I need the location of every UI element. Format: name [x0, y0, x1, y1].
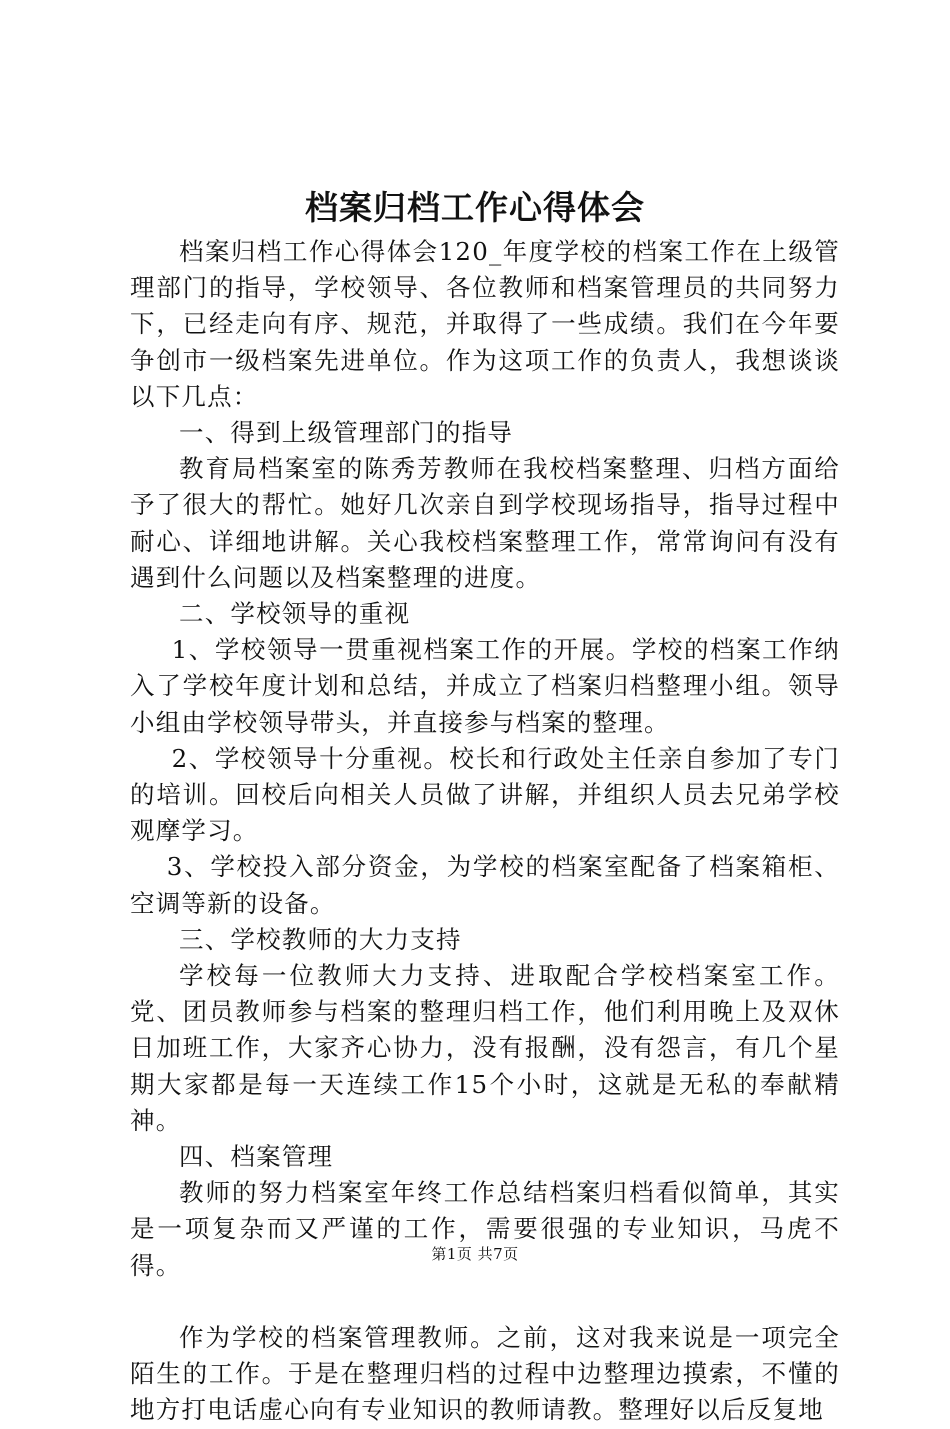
paragraph-intro: 档案归档工作心得体会120_年度学校的档案工作在上级管理部门的指导，学校领导、各位教师和档案管理员的共同努力下，已经走向有序、规范，并取得了一些成绩。我们在今年要争创市一级档案先进单位。作为这项工作的负责人，我想谈谈以下几点：	[130, 237, 840, 411]
paragraph: 作为学校的档案管理教师。之前，这对我来说是一项完全陌生的工作。于是在整理归档的过程中边整理边摸索，不懂的地方打电话虚心向有专业知识的教师请教。整理好以后反复地	[130, 1322, 840, 1425]
paragraph-spacer	[130, 1284, 840, 1320]
paragraph: 学校每一位教师大力支持、进取配合学校档案室工作。党、团员教师参与档案的整理归档工作，他们利用晚上及双休日加班工作，大家齐心协力，没有报酬，没有怨言，有几个星期大家都是每一天连续工作15个小时，这就是无私的奉献精神。	[130, 961, 840, 1135]
page-footer: 第1页 共7页	[431, 1245, 519, 1263]
section-heading-3: 三、学校教师的大力支持	[179, 924, 462, 954]
section-heading-2: 二、学校领导的重视	[179, 599, 411, 629]
section-heading-4: 四、档案管理	[179, 1142, 334, 1172]
document-title: 档案归档工作心得体会	[305, 188, 645, 227]
list-item: 3、学校投入部分资金，为学校的档案室配备了档案箱柜、空调等新的设备。	[130, 852, 840, 918]
paragraph: 教师的努力档案室年终工作总结档案归档看似简单，其实是一项复杂而又严谨的工作，需要很强的专业知识，马虎不得。	[130, 1178, 840, 1280]
paragraph: 教育局档案室的陈秀芳教师在我校档案整理、归档方面给予了很大的帮忙。她好几次亲自到学校现场指导，指导过程中耐心、详细地讲解。关心我校档案整理工作，常常询问有没有遇到什么问题以及档案整理的进度。	[130, 454, 840, 592]
list-item: 2、学校领导十分重视。校长和行政处主任亲自参加了专门的培训。回校后向相关人员做了讲解，并组织人员去兄弟学校观摩学习。	[130, 743, 840, 846]
section-heading-1: 一、得到上级管理部门的指导	[179, 418, 514, 448]
list-item: 1、学校领导一贯重视档案工作的开展。学校的档案工作纳入了学校年度计划和总结，并成立了档案归档整理小组。领导小组由学校领导带头，并直接参与档案的整理。	[130, 635, 840, 737]
